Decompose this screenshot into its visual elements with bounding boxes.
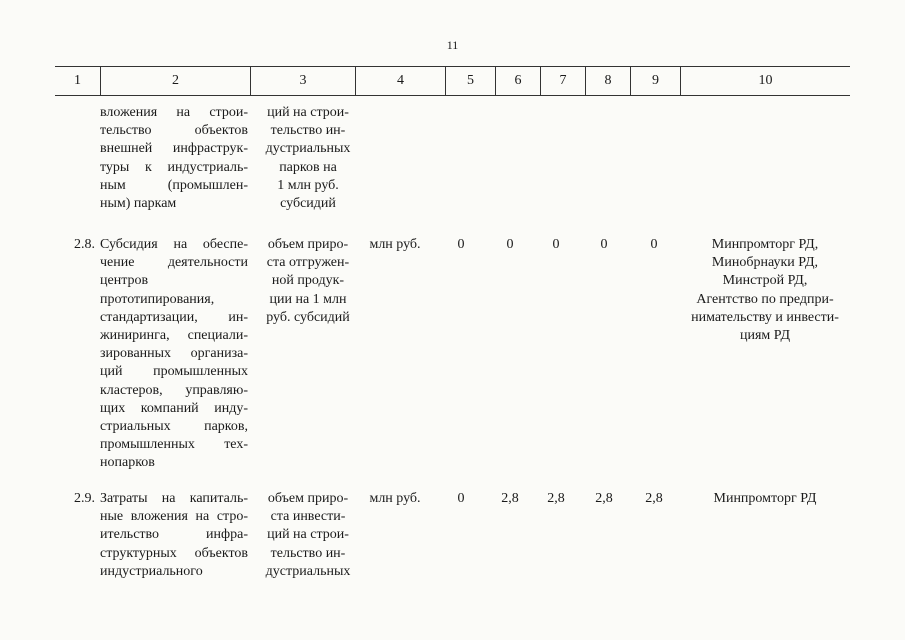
responsible-line: Минпромторг РД	[713, 491, 817, 506]
row-indicator	[262, 236, 354, 327]
row-value: 0	[457, 237, 465, 252]
name-line: ций промышленных	[100, 364, 248, 380]
row-value: 2,8	[501, 491, 519, 506]
name-line: центров	[100, 273, 149, 289]
indicator-line: ной продук-	[271, 273, 345, 289]
name-line: внешней инфраструк-	[100, 141, 248, 157]
row-value: 0	[650, 237, 658, 252]
row-value: 0	[457, 491, 465, 506]
name-line: тельство объектов	[100, 123, 248, 139]
responsible-line: Минобрнауки РД,	[711, 255, 819, 271]
row-value: 0	[600, 237, 608, 252]
indicator-line: ций на строи-	[267, 527, 349, 543]
indicator-line: субсидий	[280, 196, 336, 212]
name-line: промышленных тех-	[100, 437, 248, 453]
name-line: прототипирования,	[100, 291, 215, 307]
row-indicator	[262, 490, 354, 581]
indicator-line: 1 млн руб.	[277, 177, 339, 193]
name-line: ным (промышлен-	[100, 177, 248, 193]
column-header: 5	[445, 67, 495, 95]
indicator-line: ции на 1 млн	[269, 291, 347, 307]
row-number: 2.8.	[74, 237, 95, 252]
row-value: 2,8	[547, 491, 565, 506]
name-line: нопарков	[100, 455, 155, 471]
row-responsible	[680, 490, 850, 508]
column-header: 1	[74, 73, 81, 88]
name-line: стриальных парков,	[100, 419, 248, 435]
column-header: 7	[540, 67, 585, 95]
row-number: 2.9.	[74, 491, 95, 506]
row-value: 0	[552, 237, 560, 252]
indicator-line: ций на строи-	[267, 105, 349, 120]
indicator-line: дустриальных	[265, 141, 351, 157]
column-header: 3	[250, 67, 355, 95]
name-line: чение деятельности	[100, 255, 248, 271]
name-line: жиниринга, специали-	[100, 328, 248, 344]
indicator-line: руб. субсидий	[266, 309, 350, 325]
row-indicator	[262, 104, 354, 213]
column-header: 4	[355, 67, 445, 95]
indicator-line: тельство ин-	[270, 545, 346, 561]
table-header	[55, 66, 850, 96]
name-line: щих компаний инду-	[100, 400, 248, 416]
row-name	[100, 104, 248, 213]
indicator-line: парков на	[279, 159, 337, 175]
page-number: 11	[446, 38, 459, 52]
row-responsible	[680, 236, 850, 345]
indicator-line: тельство ин-	[270, 123, 346, 139]
name-line: вложения на строи-	[100, 105, 248, 120]
name-line: туры к индустриаль-	[100, 159, 248, 175]
indicator-line: ста инвести-	[270, 509, 346, 525]
row-name	[100, 236, 248, 473]
responsible-line: нимательству и инвести-	[691, 309, 839, 325]
name-line: зированных организа-	[100, 346, 248, 362]
column-header: 9	[630, 67, 680, 95]
column-header: 2	[100, 67, 250, 95]
column-header: 8	[585, 67, 630, 95]
row-value: 0	[506, 237, 514, 252]
name-line: кластеров, управляю-	[100, 382, 248, 398]
name-line: индустриального	[100, 563, 203, 579]
row-name	[100, 490, 248, 581]
column-header: 10	[680, 67, 850, 95]
indicator-line: объем приро-	[267, 237, 349, 252]
responsible-line: Минстрой РД,	[722, 273, 808, 289]
responsible-line: циям РД	[739, 328, 791, 344]
row-unit: млн руб.	[369, 237, 421, 252]
name-line: ительство инфра-	[100, 527, 248, 543]
row-unit: млн руб.	[369, 491, 421, 506]
row-value: 2,8	[595, 491, 613, 506]
indicator-line: ста отгружен-	[266, 255, 350, 271]
name-line: Субсидия на обеспе-	[100, 237, 248, 252]
responsible-line: Агентство по предпри-	[696, 291, 834, 307]
indicator-line: объем приро-	[267, 491, 349, 506]
row-value: 2,8	[645, 491, 663, 506]
indicator-line: дустриальных	[265, 563, 351, 579]
name-line: ным) паркам	[100, 196, 177, 212]
name-line: Затраты на капиталь-	[100, 491, 248, 506]
column-header: 6	[495, 67, 540, 95]
name-line: ные вложения на стро-	[100, 509, 248, 525]
name-line: структурных объектов	[100, 545, 248, 561]
name-line: стандартизации, ин-	[100, 309, 248, 325]
responsible-line: Минпромторг РД,	[711, 237, 819, 252]
